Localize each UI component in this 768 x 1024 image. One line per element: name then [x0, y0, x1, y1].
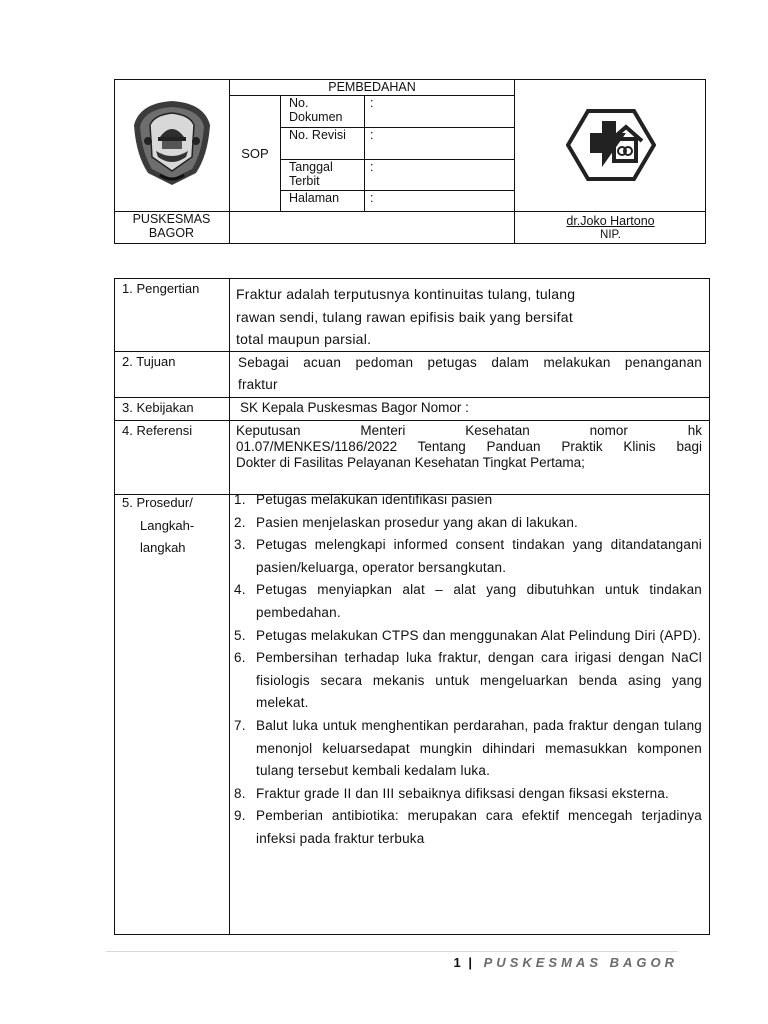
footer-separator: | [468, 955, 473, 970]
list-item: 5. Petugas melakukan CTPS dan menggunakan Alat Pelindung Diri (APD). [234, 627, 702, 643]
puskesmas-logo [566, 109, 656, 181]
header-table [114, 79, 706, 244]
content-table [114, 278, 710, 935]
footer-rule [106, 951, 678, 952]
list-item: 4. Petugas menyiapkan alat – alat yang dibutuhkan untuk tindakan pembedahan. [234, 582, 702, 620]
label-kebijakan: 3. Kebijakan [122, 400, 194, 415]
list-item: 8. Fraktur grade II dan III sebaiknya difiksasi dengan fiksasi eksterna. [234, 785, 670, 801]
list-item: 1. Petugas melakukan identifikasi pasien [234, 492, 493, 507]
field-label-halaman: Halaman [289, 191, 340, 205]
text-pengertian: Fraktur adalah terputusnya kontinuitas tulang, tulang rawan sendi, tulang rawan epifisis baik yang bersifat total maupun parsial. [236, 286, 576, 347]
emblem-icon [130, 95, 214, 191]
list-item: 2. Pasien menjelaskan prosedur yang akan di lakukan. [234, 514, 578, 530]
regional-emblem-logo [130, 95, 214, 191]
signer-name: dr.Joko Hartono [566, 214, 655, 228]
document-title: PEMBEDAHAN [328, 80, 416, 94]
signer-block [515, 214, 706, 244]
footer [380, 955, 678, 970]
list-item: 7. Balut luka untuk menghentikan perdarahan, pada fraktur dengan tulang menonjol keluarsedapat mungkin dihindari memasukkan komponen tulang tersebut kembali kedalam luka. [234, 717, 702, 779]
label-tujuan: 2. Tujuan [122, 354, 176, 369]
field-value-no-revisi: : [370, 128, 374, 142]
text-referensi: Keputusan Menteri Kesehatan nomor hk 01.07/MENKES/1186/2022 Tentang Panduan Praktik Klinis bagi Dokter di Fasilitas Pelayanan Kesehatan Tingkat Pertama; [236, 423, 702, 470]
sop-label: SOP [241, 146, 269, 161]
list-item: 3. Petugas melengkapi informed consent tindakan yang ditandatangani pasien/keluarga, operator bersangkutan. [234, 537, 702, 575]
org-name: PUSKESMAS BAGOR [132, 212, 211, 240]
field-label-tanggal-terbit: Tanggal Terbit [289, 160, 333, 188]
field-value-tanggal-terbit: : [370, 160, 374, 174]
list-item: 6. Pembersihan terhadap luka fraktur, dengan cara irigasi dengan NaCl fisiologis secara mekanis untuk mengeluarkan benda asing yang melekat. [234, 650, 702, 711]
page-number: 1 [453, 955, 461, 970]
field-value-no-dokumen: : [370, 96, 374, 110]
field-label-no-revisi: No. Revisi [289, 128, 346, 142]
prosedur-steps [230, 489, 702, 851]
footer-text: PUSKESMAS BAGOR [483, 955, 678, 970]
label-pengertian: 1. Pengertian [122, 281, 200, 296]
label-referensi: 4. Referensi [122, 423, 193, 438]
field-value-halaman: : [370, 191, 374, 205]
list-item: 9. Pemberian antibiotika: merupakan cara efektif mencegah terjadinya infeksi pada fraktur terbuka [234, 808, 702, 846]
signer-id: NIP. [600, 229, 621, 241]
text-kebijakan: SK Kepala Puskesmas Bagor Nomor : [240, 400, 469, 415]
label-prosedur: 5. Prosedur/ Langkah- langkah [122, 495, 195, 555]
text-tujuan: Sebagai acuan pedoman petugas dalam melakukan penanganan fraktur [238, 355, 702, 392]
steps-list [230, 489, 702, 851]
puskesmas-cross-icon [566, 109, 656, 181]
field-label-no-dokumen: No. Dokumen [289, 96, 343, 124]
